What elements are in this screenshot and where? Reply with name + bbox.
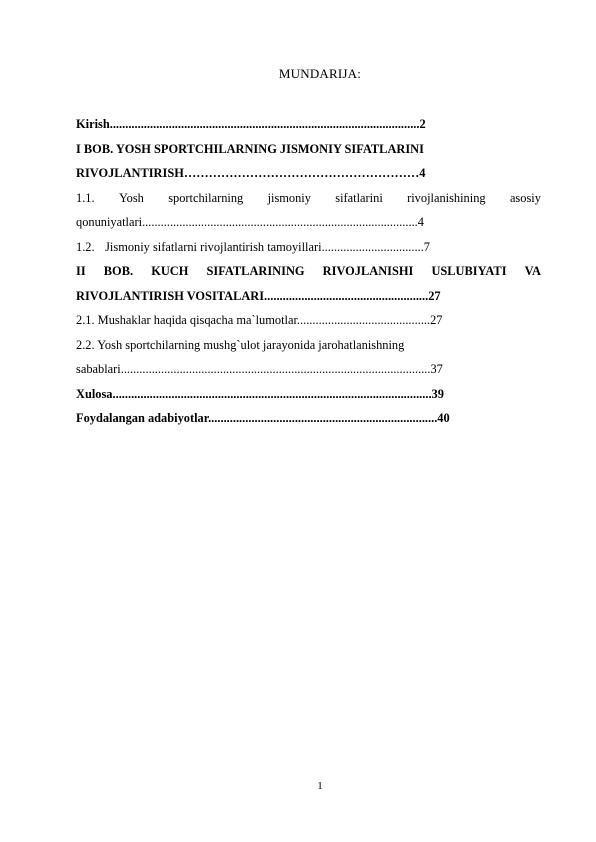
toc-entry-bob2-line1 — [76, 259, 541, 284]
toc-entry-1-1-line2: qonuniyatlari.........................................................................................4 — [76, 215, 424, 229]
toc-section-text: Jismoniy sifatlarni rivojlantirish tamoyillari.................................7 — [105, 239, 430, 254]
toc-entry-bob2-line2: RIVOJLANTIRISH VOSITALARI.....................................................27 — [76, 288, 441, 303]
toc-section-number: 1.2. — [76, 239, 95, 254]
toc-word: SIFATLARINING — [206, 264, 305, 278]
toc-entry-xulosa: Xulosa.......................................................................................................39 — [76, 386, 444, 401]
toc-word: BOB. — [103, 264, 134, 278]
toc-entry-adabiyot: Foydalangan adabiyotlar..........................................................................40 — [76, 411, 450, 425]
toc-entry-1-2 — [76, 235, 541, 260]
toc-entry-bob1-line1: I BOB. YOSH SPORTCHILARNING JISMONIY SIFATLARINI — [76, 141, 424, 156]
toc-word: II — [76, 264, 86, 278]
toc-word: sportchilarning — [168, 190, 244, 205]
toc-word: Yosh — [118, 190, 144, 205]
toc-word: jismoniy — [267, 190, 311, 205]
toc-word: KUCH — [151, 264, 189, 278]
table-of-contents — [76, 112, 541, 431]
toc-entry-2-2-line2: sabablari....................................................................................................37 — [76, 362, 443, 376]
toc-entry-1-1-line1 — [76, 186, 541, 211]
toc-word: USLUBIYATI — [431, 264, 507, 278]
toc-word: asosiy — [509, 190, 541, 205]
page-title: MUNDARIJA: — [278, 66, 362, 81]
toc-entry-bob1-line2: RIVOJLANTIRISH…………………………………………………4 — [76, 166, 426, 180]
toc-word: VA — [524, 264, 541, 278]
toc-word: 1.1. — [76, 190, 95, 205]
page-number: 1 — [317, 780, 323, 792]
toc-entry-2-2-line1: 2.2. Yosh sportchilarning mushg`ulot jarayonida jarohatlanishning — [76, 337, 405, 352]
toc-word: rivojlanishining — [407, 190, 486, 205]
toc-word: RIVOJLANISHI — [322, 264, 414, 278]
toc-entry-2-1: 2.1. Mushaklar haqida qisqacha ma`lumotlar...........................................27 — [76, 313, 443, 327]
toc-word: sifatlarini — [335, 190, 383, 205]
toc-entry-kirish: Kirish....................................................................................................2 — [76, 117, 426, 131]
